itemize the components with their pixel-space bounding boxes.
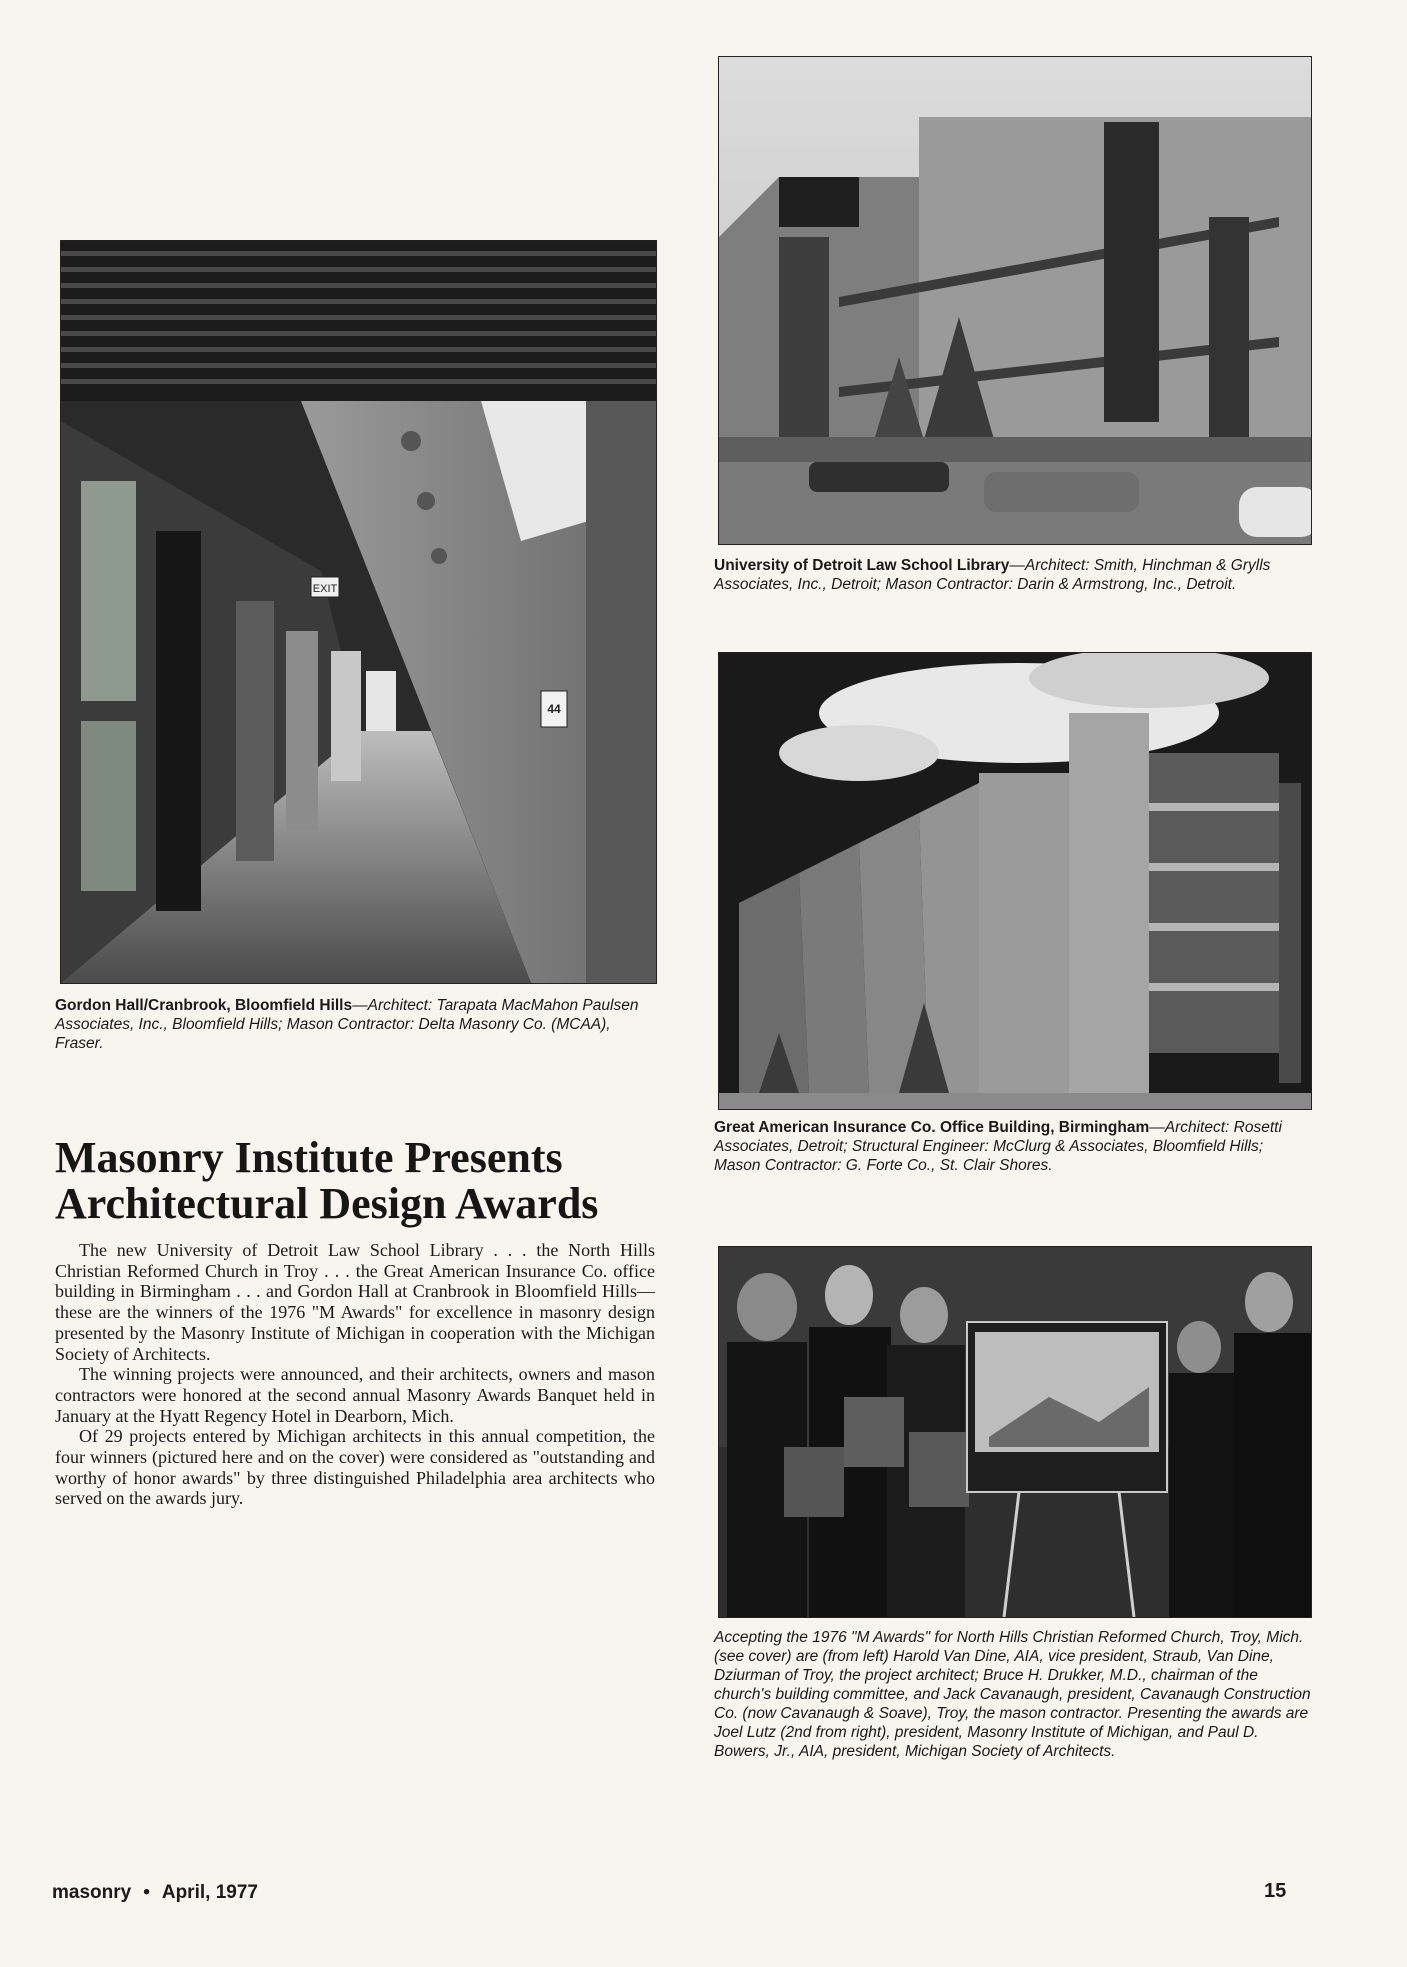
ceiling-slats — [61, 241, 656, 401]
issue-date: April, 1977 — [161, 1882, 258, 1903]
gordon-hall-caption — [55, 996, 657, 1053]
ceremony-caption — [714, 1628, 1312, 1761]
page-footer — [52, 1882, 258, 1904]
page-number: 15 — [1264, 1880, 1287, 1902]
insurance-building-photo — [718, 652, 1312, 1110]
awards-ceremony-photo — [718, 1246, 1312, 1618]
law-library-caption-body: —Architect: Smith, Hinchman & Grylls Associates, Inc., Detroit; Mason Contractor: Darin & Armstrong, Inc., Detroit. — [714, 557, 1271, 593]
footer-bullet: • — [143, 1882, 150, 1903]
insurance-caption-title: Great American Insurance Co. Office Building, Birmingham — [714, 1119, 1150, 1136]
gordon-hall-caption-title: Gordon Hall/Cranbrook, Bloomfield Hills — [55, 997, 353, 1014]
exit-sign: EXIT — [312, 583, 338, 595]
article-paragraph: The new University of Detroit Law School Library . . . the North Hills Christian Reformed Church in Troy . . . the Great American Insurance Co. office building in Birmingham . . . and Gordon Hall at Cranbrook in Bloomfield Hills—these are the winners of the 1976 "M Awards" for excellence in masonry design presented by the Masonry Institute of Michigan in cooperation with the Michigan Society of Architects. — [55, 1240, 655, 1364]
law-library-photo — [718, 56, 1312, 545]
article-body — [55, 1240, 655, 1509]
article-headline: Masonry Institute Presents Architectural Design Awards — [55, 1133, 599, 1228]
gordon-hall-photo — [60, 240, 657, 984]
gordon-hall-caption-body: —Architect: Tarapata MacMahon Paulsen Associates, Inc., Bloomfield Hills; Mason Contractor: Delta Masonry Co. (MCAA), Fraser. — [55, 997, 639, 1052]
article-paragraph: The winning projects were announced, and their architects, owners and mason contractors were honored at the second annual Masonry Awards Banquet held in January at the Hyatt Regency Hotel in Dearborn, Mich. — [55, 1364, 655, 1426]
publication-name: masonry — [52, 1882, 132, 1903]
ceremony-caption-body: Accepting the 1976 "M Awards" for North Hills Christian Reformed Church, Troy, Mich. (see cover) are (from left) Harold Van Dine, AIA, vice president, Straub, Van Dine, Dziurman of Troy, the project architect; Bruce H. Drukker, M.D., chairman of the church's building committee, and Jack Cavanaugh, president, Cavanaugh Construction Co. (now Cavanaugh & Soave), Troy, the mason contractor. Presenting the awards are Joel Lutz (2nd from right), president, Masonry Institute of Michigan, and Paul D. Bowers, Jr., AIA, president, Michigan Society of Architects. — [714, 1629, 1311, 1760]
article-paragraph: Of 29 projects entered by Michigan architects in this annual competition, the four winners (pictured here and on the cover) were considered as "outstanding and worthy of honor awards" by three distinguished Philadelphia area architects who served on the awards jury. — [55, 1426, 655, 1509]
room-number-sign: 44 — [547, 702, 561, 716]
law-library-caption — [714, 556, 1312, 594]
law-library-caption-title: University of Detroit Law School Library — [714, 557, 1010, 574]
insurance-caption-body: —Architect: Rosetti Associates, Detroit; Structural Engineer: McClurg & Associates, Bloomfield Hills; Mason Contractor: G. Forte Co., St. Clair Shores. — [714, 1119, 1282, 1174]
insurance-caption — [714, 1118, 1312, 1175]
